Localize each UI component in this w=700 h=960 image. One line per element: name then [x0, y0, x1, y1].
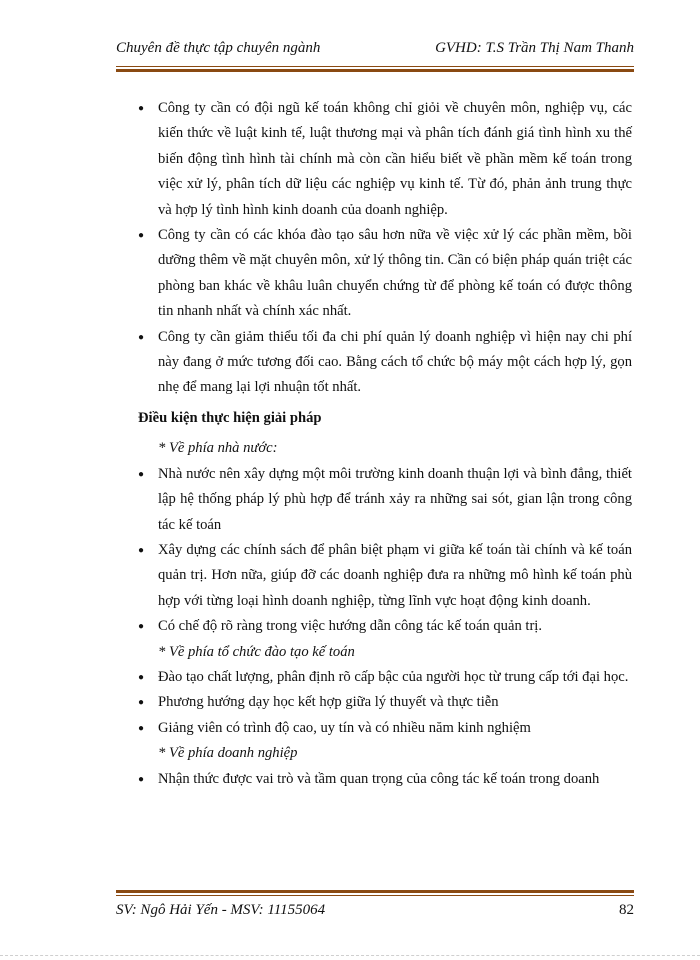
list-item: ● Có chế độ rõ ràng trong việc hướng dẫn công tác kế toán quản trị. — [138, 614, 632, 639]
page-header — [116, 40, 634, 64]
page-number: 82 — [619, 902, 634, 918]
footer-rule-thin — [116, 895, 634, 896]
header-advisor: GVHD: T.S Trần Thị Nam Thanh — [435, 40, 634, 56]
subheading-enterprise: * Về phía doanh nghiệp — [158, 745, 298, 762]
footer-student: SV: Ngô Hải Yến - MSV: 11155064 — [116, 902, 326, 918]
subheading-state: * Về phía nhà nước: — [158, 440, 278, 457]
list-item: ● Công ty cần có các khóa đào tạo sâu hơn nữa về việc xử lý các phần mềm, bồi dưỡng thêm về mặt chuyên môn, xử lý thông tin. Cần có biện pháp quán triệt các phòng ban khác về khâu luân chuyển chứng từ để phòng kế toán có được thông tin nhanh nhất và chính xác nhất. — [138, 223, 632, 325]
list-item: ● Đào tạo chất lượng, phân định rõ cấp bậc của người học từ trung cấp tới đại học. — [138, 665, 632, 690]
list-item: ● Xây dựng các chính sách để phân biệt phạm vi giữa kế toán tài chính và kế toán quản trị. Hơn nữa, giúp đỡ các doanh nghiệp đưa ra những mô hình kế toán phù hợp với từng loại hình doanh nghiệp, từng lĩnh vực hoạt động kinh doanh. — [138, 538, 632, 614]
list-item: ● Công ty cần giảm thiểu tối đa chi phí quản lý doanh nghiệp vì hiện nay chi phí này đang ở mức tương đối cao. Bằng cách tổ chức bộ máy một cách hợp lý, gọn nhẹ để mang lại lợi nhuận tốt nhất. — [138, 325, 632, 401]
list-item: ● Công ty cần có đội ngũ kế toán không chỉ giỏi về chuyên môn, nghiệp vụ, các kiến thức về luật kinh tế, luật thương mại và phân tích đánh giá tình hình xu thế biến động tình hình tài chính mà còn cần hiểu biết về phần mềm kế toán trong việc xử lý, phân tích dữ liệu các nghiệp vụ kinh tế. Từ đó, phản ảnh trung thực và hợp lý tình hình kinh doanh của doanh nghiệp. — [138, 96, 632, 223]
page-content — [138, 96, 632, 792]
subheading-training: * Về phía tổ chức đào tạo kế toán — [158, 643, 355, 660]
section-heading: Điều kiện thực hiện giải pháp — [138, 409, 322, 426]
header-title: Chuyên đề thực tập chuyên ngành — [116, 40, 321, 56]
page-edge-divider — [0, 955, 700, 956]
footer-rule-thick — [116, 890, 634, 893]
header-rule-thick — [116, 69, 634, 72]
list-item: ● Nhà nước nên xây dựng một môi trường kinh doanh thuận lợi và bình đẳng, thiết lập hệ thống pháp lý phù hợp để tránh xảy ra những sai sót, gian lận trong công tác kế toán — [138, 462, 632, 538]
list-item: ● Phương hướng dạy học kết hợp giữa lý thuyết và thực tiễn — [138, 690, 632, 715]
header-rule-thin — [116, 66, 634, 67]
page-footer — [116, 902, 634, 926]
list-item: ● Nhận thức được vai trò và tầm quan trọng của công tác kế toán trong doanh — [138, 767, 632, 792]
list-item: ● Giảng viên có trình độ cao, uy tín và có nhiều năm kinh nghiệm — [138, 716, 632, 741]
